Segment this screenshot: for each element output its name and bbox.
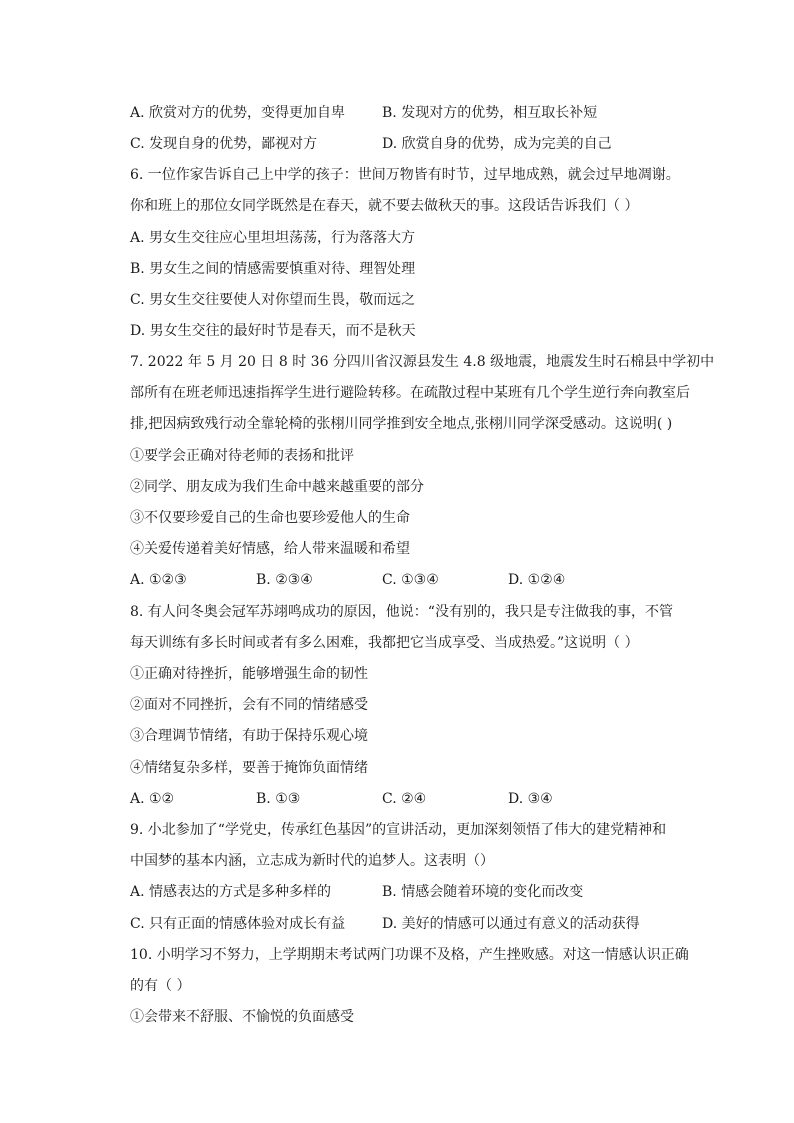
q6-option-b: B. 男女生之间的情感需要慎重对待、理智处理: [130, 261, 416, 277]
q6-option-a: A. 男女生交往应心里坦坦荡荡，行为落落大方: [130, 230, 416, 246]
q5-option-b: B. 发现对方的优势，相互取长补短: [382, 105, 598, 121]
q7-item-3: ③不仅要珍爱自己的生命也要珍爱他人的生命: [130, 510, 410, 526]
q7-stem-line-3: 排,把因病致残行动全靠轮椅的张栩川同学推到安全地点,张栩川同学深受感动。这说明( ): [130, 416, 673, 432]
q10-stem-line-2: 的有（ ）: [130, 978, 191, 994]
q10-item-1: ①会带来不舒服、不愉悦的负面感受: [130, 1009, 354, 1025]
q7-item-2: ②同学、朋友成为我们生命中越来越重要的部分: [130, 479, 424, 495]
q9-option-c: C. 只有正面的情感体验对成长有益: [130, 916, 346, 932]
q5-option-a: A. 欣赏对方的优势，变得更加自卑: [130, 105, 346, 121]
q8-option-d: D. ③④: [508, 791, 553, 807]
q9-stem-line-2: 中国梦的基本内涵，立志成为新时代的追梦人。这表明（）: [130, 853, 494, 869]
q6-option-d: D. 男女生交往的最好时节是春天，而不是秋天: [130, 323, 416, 339]
q7-option-b: B. ②③④: [256, 572, 313, 588]
q7-option-c: C. ①③④: [382, 572, 439, 588]
q8-stem-line-1: 8. 有人问冬奥会冠军苏翊鸣成功的原因，他说：“没有别的，我只是专注做我的事，不管: [130, 604, 673, 620]
q9-option-b: B. 情感会随着环境的变化而改变: [382, 884, 584, 900]
q8-item-3: ③合理调节情绪，有助于保持乐观心境: [130, 728, 368, 744]
q5-option-d: D. 欣赏自身的优势，成为完美的自己: [382, 136, 612, 152]
q9-option-d: D. 美好的情感可以通过有意义的活动获得: [382, 916, 640, 932]
q8-option-c: C. ②④: [382, 791, 427, 807]
q7-stem-line-1: 7. 2022 年 5 月 20 日 8 时 36 分四川省汉源县发生 4.8 级地震，地震发生时石棉县中学初中: [130, 354, 715, 370]
q8-item-1: ①正确对待挫折，能够增强生命的韧性: [130, 666, 368, 682]
q6-stem-line-1: 6. 一位作家告诉自己上中学的孩子：世间万物皆有时节，过早地成熟，就会过早地凋谢。: [130, 167, 680, 183]
q8-item-4: ④情绪复杂多样，要善于掩饰负面情绪: [130, 760, 368, 776]
q9-option-a: A. 情感表达的方式是多种多样的: [130, 884, 332, 900]
q8-option-a: A. ①②: [130, 791, 175, 807]
q8-item-2: ②面对不同挫折，会有不同的情绪感受: [130, 697, 368, 713]
q9-stem-line-1: 9. 小北参加了“学党史，传承红色基因”的宣讲活动，更加深刻领悟了伟大的建党精神和: [130, 822, 667, 838]
q7-item-1: ①要学会正确对待老师的表扬和批评: [130, 448, 354, 464]
q5-option-c: C. 发现自身的优势，鄙视对方: [130, 136, 318, 152]
q7-item-4: ④关爱传递着美好情感，给人带来温暖和希望: [130, 541, 410, 557]
q10-stem-line-1: 10. 小明学习不努力，上学期期末考试两门功课不及格，产生挫败感。对这一情感认识正确: [130, 947, 689, 963]
q7-option-a: A. ①②③: [130, 572, 187, 588]
q7-stem-line-2: 部所有在班老师迅速指挥学生进行避险转移。在疏散过程中某班有几个学生逆行奔向教室后: [130, 385, 690, 401]
q6-stem-line-2: 你和班上的那位女同学既然是在春天，就不要去做秋天的事。这段话告诉我们（ ）: [130, 198, 639, 214]
q7-option-d: D. ①②④: [508, 572, 566, 588]
q6-option-c: C. 男女生交往要使人对你望而生畏，敬而远之: [130, 292, 416, 308]
q8-option-b: B. ①③: [256, 791, 301, 807]
q8-stem-line-2: 每天训练有多长时间或者有多么困难，我都把它当成享受、当成热爱。”这说明（ ）: [130, 635, 639, 651]
